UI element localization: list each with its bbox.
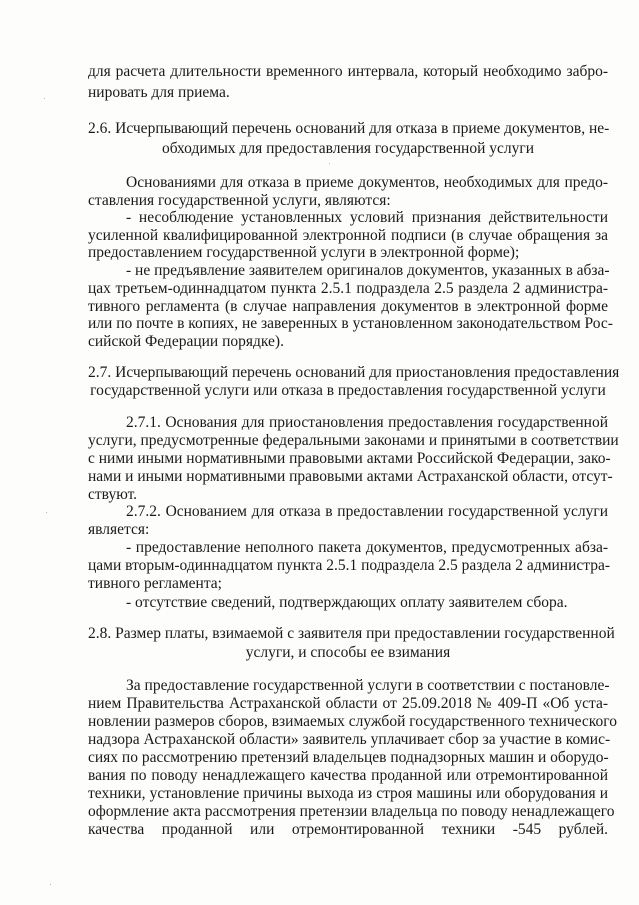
- scan-speck: [46, 512, 47, 513]
- text-line: вания по поводу ненадлежащего качества проданной или отремонтированной: [88, 767, 608, 784]
- text-line: 2.7.2. Основанием для отказа в предоставлении государственной услуги: [126, 503, 608, 520]
- text-line: ставления государственной услуги, являются:: [88, 192, 391, 209]
- section-heading-2-6: обходимых для предоставления государственной услуги: [161, 140, 535, 157]
- text-line: является:: [88, 521, 150, 538]
- text-line: тивного регламента (в случае направления документов в электронной форме: [88, 298, 608, 315]
- text-line: техники, установление причины выхода из строя машины или оборудования и: [88, 785, 608, 802]
- text-line: сийской Федерации порядке).: [88, 333, 284, 350]
- list-item: - несоблюдение установленных условий признания действительности: [126, 209, 608, 226]
- section-heading-2-6: 2.6. Исчерпывающий перечень оснований для отказа в приеме документов, не-: [88, 120, 610, 137]
- text-line: ствуют.: [88, 486, 138, 503]
- text-line: нием Правительства Астраханской области от 25.09.2018 № 409-П «Об уста-: [88, 695, 608, 712]
- section-heading-2-8: 2.8. Размер платы, взимаемой с заявителя при предоставлении государственной: [88, 625, 615, 642]
- text-line: новлении размеров сборов, взимаемых службой государственного технического: [88, 713, 617, 730]
- list-item: - не предъявление заявителем оригиналов документов, указанных в абза-: [126, 262, 610, 279]
- text-line: За предоставление государственной услуги в соответствии с постановле-: [126, 677, 610, 694]
- text-line: предоставлением государственной услуги в электронной форме);: [88, 244, 520, 261]
- section-heading-2-7: государственной услуги или отказа в предоставления государственной услуги: [90, 382, 606, 399]
- section-heading-2-7: 2.7. Исчерпывающий перечень оснований для приостановления предоставления: [88, 364, 620, 381]
- text-line: услуги, предусмотренные федеральными законами и принятыми в соответствии: [88, 432, 619, 449]
- text-line: 2.7.1. Основания для приостановления предоставления государственной: [126, 414, 608, 431]
- text-line: с ними иными нормативными правовыми актами Российской Федерации, зако-: [88, 450, 611, 467]
- scan-speck: [329, 163, 330, 164]
- list-item: - предоставление неполного пакета документов, предусмотренных абза-: [126, 539, 608, 556]
- text-line: сиях по рассмотрению претензий владельцев поднадзорных машин и оборудо-: [88, 749, 609, 766]
- text-line: надзора Астраханской области» заявитель уплачивает сбор за участие в комис-: [88, 731, 611, 748]
- section-heading-2-8: услуги, и способы ее взимания: [245, 644, 451, 661]
- text-line: цах третьем-одиннадцатом пункта 2.5.1 подраздела 2.5 раздела 2 администра-: [88, 280, 608, 297]
- text-line: Основаниями для отказа в приеме документов, необходимых для предо-: [126, 174, 608, 191]
- text-line: тивного регламента;: [88, 575, 222, 592]
- text-line: или по почте в копиях, не заверенных в установленном законодательством Рос-: [88, 315, 613, 332]
- text-line: нами и иными нормативными правовыми актами Астраханской области, отсут-: [88, 468, 613, 485]
- text-line: качества проданной или отремонтированной техники -545 рублей.: [88, 821, 608, 838]
- text-line: усиленной квалифицированной электронной подписи (в случае обращения за: [88, 227, 608, 244]
- text-line: оформление акта рассмотрения претензии владельца по поводу ненадлежащего: [88, 803, 615, 820]
- scan-speck: [44, 98, 45, 99]
- list-item: - отсутствие сведений, подтверждающих оплату заявителем сбора.: [126, 594, 568, 611]
- scan-speck: [50, 884, 51, 885]
- text-line: нировать для приема.: [88, 84, 230, 101]
- text-line: для расчета длительности временного интервала, который необходимо забро-: [88, 63, 608, 80]
- text-line: цами вторым-одиннадцатом пункта 2.5.1 подраздела 2.5 раздела 2 администра-: [88, 557, 611, 574]
